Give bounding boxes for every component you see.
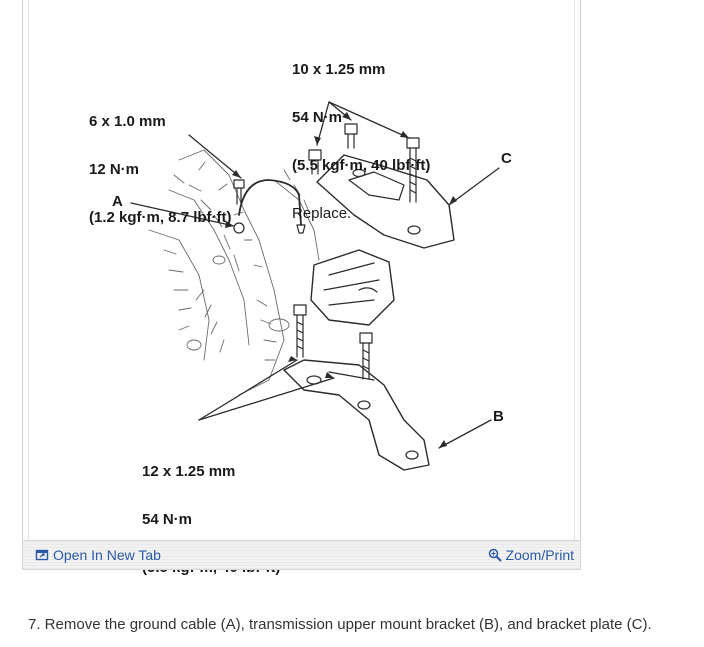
callout-line: 12 N·m (89, 161, 140, 178)
callout-line: 54 N·m (142, 511, 193, 528)
callout-line: (1.2 kgf·m, 8.7 lbf·ft) (89, 209, 232, 226)
diagram-panel (28, 0, 575, 540)
diagram-frame (22, 0, 581, 570)
callout-line: Replace. (292, 205, 352, 222)
zoom-print-link[interactable] (488, 547, 574, 563)
torque-callout-top-right (292, 30, 430, 254)
zoom-print-label: Zoom/Print (505, 547, 574, 563)
callout-line: 6 x 1.0 mm (89, 113, 166, 130)
bottom-bolts (294, 305, 372, 379)
callout-line: 10 x 1.25 mm (292, 61, 386, 78)
label-b: B (493, 408, 504, 425)
step-instruction: 7. Remove the ground cable (A), transmission upper mount bracket (B), and bracket plate (C). (28, 616, 652, 633)
label-c: C (501, 150, 512, 167)
figure-toolbar (22, 540, 581, 570)
callout-line: (5.5 kgf·m, 40 lbf·ft) (292, 157, 431, 174)
open-new-tab-label: Open In New Tab (53, 547, 161, 563)
magnifier-icon (488, 548, 502, 562)
callout-line: 12 x 1.25 mm (142, 463, 236, 480)
engine-mount (311, 250, 394, 325)
open-new-tab-link[interactable] (35, 547, 161, 563)
callout-line: 54 N·m (292, 109, 343, 126)
torque-callout-top-left (89, 82, 232, 258)
torque-callout-bottom (142, 432, 280, 608)
open-new-tab-icon (35, 548, 49, 562)
label-a: A (112, 193, 123, 210)
